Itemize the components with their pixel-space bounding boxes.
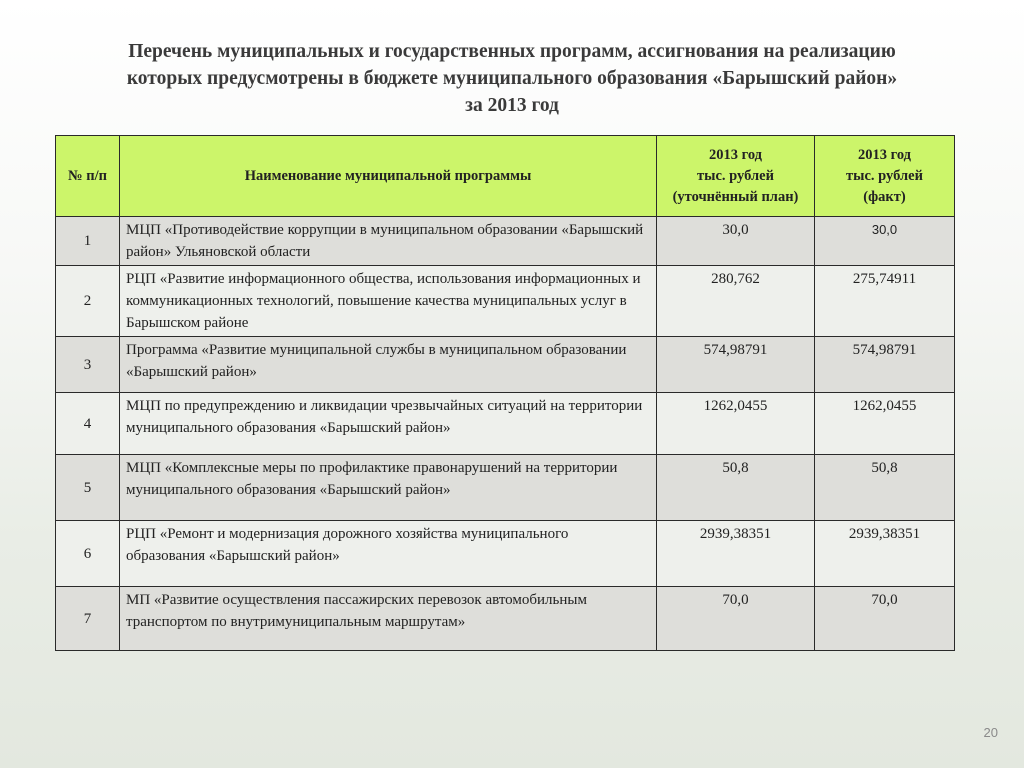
table-row [56, 455, 955, 521]
row-fact: 30,0 [815, 217, 955, 266]
row-fact: 275,74911 [815, 266, 955, 337]
header-fact [815, 136, 955, 217]
row-num: 6 [56, 521, 120, 587]
table-row [56, 521, 955, 587]
row-plan: 30,0 [657, 217, 815, 266]
row-name: Программа «Развитие муниципальной службы в муниципальном образовании «Барышский район» [120, 337, 657, 393]
row-num: 1 [56, 217, 120, 266]
table-row [56, 393, 955, 455]
header-plan-line-2: тыс. рублей [697, 167, 774, 184]
table-row [56, 587, 955, 651]
row-num: 5 [56, 455, 120, 521]
row-plan: 280,762 [657, 266, 815, 337]
header-fact-line-2: тыс. рублей [846, 167, 923, 184]
row-plan: 574,98791 [657, 337, 815, 393]
row-name: РЦП «Развитие информационного общества, использования информационных и коммуникационных технологий, повышение качества муниципальных услуг в Барышском районе [120, 266, 657, 337]
row-plan: 70,0 [657, 587, 815, 651]
page-number: 20 [983, 725, 998, 740]
programs-table [55, 135, 955, 651]
row-num: 3 [56, 337, 120, 393]
row-fact: 1262,0455 [815, 393, 955, 455]
title-line-2: которых предусмотрены в бюджете муниципального образования «Барышский район» [126, 68, 898, 89]
row-fact: 574,98791 [815, 337, 955, 393]
table-row [56, 266, 955, 337]
page-title [40, 38, 984, 119]
header-num: № п/п [56, 136, 120, 217]
row-plan: 50,8 [657, 455, 815, 521]
header-name: Наименование муниципальной программы [120, 136, 657, 217]
header-plan-line-1: 2013 год [708, 146, 762, 163]
header-fact-line-3: (факт) [863, 188, 906, 205]
row-name: РЦП «Ремонт и модернизация дорожного хозяйства муниципального образования «Барышский район» [120, 521, 657, 587]
row-num: 2 [56, 266, 120, 337]
row-plan: 2939,38351 [657, 521, 815, 587]
row-fact: 50,8 [815, 455, 955, 521]
table-header-row [56, 136, 955, 217]
header-fact-line-1: 2013 год [857, 146, 911, 163]
header-plan-line-3: (уточнённый план) [672, 188, 799, 205]
row-name: МЦП по предупреждению и ликвидации чрезвычайных ситуаций на территории муниципального образования «Барышский район» [120, 393, 657, 455]
title-line-1: Перечень муниципальных и государственных программ, ассигнования на реализацию [128, 41, 896, 62]
row-name: МЦП «Противодействие коррупции в муниципальном образовании «Барышский район» Ульяновской области [120, 217, 657, 266]
row-name: МЦП «Комплексные меры по профилактике правонарушений на территории муниципального образования «Барышский район» [120, 455, 657, 521]
title-line-3: за 2013 год [465, 95, 559, 116]
header-plan [657, 136, 815, 217]
row-fact: 70,0 [815, 587, 955, 651]
table-row [56, 337, 955, 393]
row-num: 7 [56, 587, 120, 651]
row-plan: 1262,0455 [657, 393, 815, 455]
table-row [56, 217, 955, 266]
row-num: 4 [56, 393, 120, 455]
row-name: МП «Развитие осуществления пассажирских перевозок автомобильным транспортом по внутримуниципальным маршрутам» [120, 587, 657, 651]
row-fact: 2939,38351 [815, 521, 955, 587]
